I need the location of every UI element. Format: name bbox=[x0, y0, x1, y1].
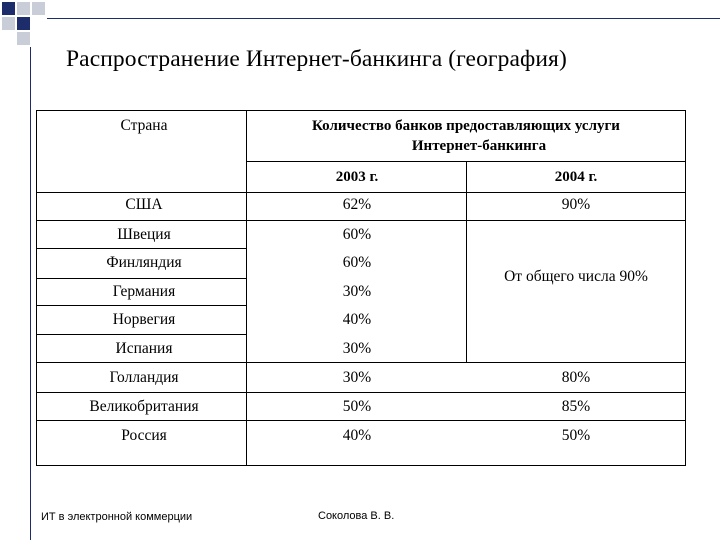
cell-2003: 60% bbox=[342, 226, 372, 243]
data-table bbox=[36, 110, 686, 466]
cell-2003: 40% bbox=[342, 427, 372, 444]
cell-2003: 30% bbox=[342, 340, 372, 357]
divider-row bbox=[37, 220, 685, 221]
divider-row bbox=[37, 334, 246, 335]
divider-row bbox=[37, 420, 685, 421]
cell-2003: 50% bbox=[342, 398, 372, 415]
cell-country: Испания bbox=[115, 340, 173, 357]
divider-row bbox=[37, 392, 685, 393]
footer-author: Соколова В. В. bbox=[318, 510, 395, 522]
cell-country: Голландия bbox=[109, 369, 179, 386]
footer-course: ИТ в электронной коммерции bbox=[41, 511, 193, 523]
cell-country: Норвегия bbox=[112, 311, 176, 328]
divider-year-columns-lower bbox=[466, 192, 467, 363]
cell-country: Великобритания bbox=[89, 398, 199, 415]
cell-2004: 50% bbox=[561, 427, 591, 444]
decor-square bbox=[17, 17, 30, 30]
header-group-line1: Количество банков предоставляющих услуги bbox=[312, 118, 620, 134]
cell-country: США bbox=[125, 196, 163, 213]
decor-square bbox=[2, 17, 15, 30]
decor-left-line bbox=[30, 47, 31, 540]
cell-2004: 90% bbox=[561, 196, 591, 213]
header-year-2003: 2003 г. bbox=[335, 169, 379, 185]
decor-square bbox=[17, 32, 30, 45]
cell-country: Финляндия bbox=[106, 254, 182, 271]
slide-title: Распространение Интернет-банкинга (география) bbox=[66, 46, 567, 72]
divider-header-years bbox=[37, 192, 685, 193]
cell-2003: 62% bbox=[342, 196, 372, 213]
cell-2004: 85% bbox=[561, 398, 591, 415]
decor-square bbox=[32, 2, 45, 15]
cell-2003: 30% bbox=[342, 369, 372, 386]
cell-country: Швеция bbox=[117, 226, 171, 243]
cell-2003: 30% bbox=[342, 283, 372, 300]
header-group-line2: Интернет-банкинга bbox=[411, 138, 547, 154]
divider-row bbox=[37, 248, 246, 249]
decor-top-line bbox=[47, 18, 720, 19]
cell-country: Россия bbox=[121, 427, 167, 444]
divider-country-column bbox=[246, 111, 247, 465]
cell-country: Германия bbox=[112, 283, 176, 300]
divider-year-columns bbox=[466, 161, 467, 193]
divider-row bbox=[37, 305, 246, 306]
cell-2003: 60% bbox=[342, 254, 372, 271]
header-country: Страна bbox=[120, 117, 168, 134]
cell-2004-merged: От общего числа 90% bbox=[504, 268, 648, 285]
cell-2003: 40% bbox=[342, 311, 372, 328]
cell-2004: 80% bbox=[561, 369, 591, 386]
header-year-2004: 2004 г. bbox=[554, 169, 598, 185]
divider-row bbox=[37, 362, 685, 363]
decor-square bbox=[2, 2, 15, 15]
decor-square bbox=[17, 2, 30, 15]
divider-row bbox=[37, 278, 246, 279]
